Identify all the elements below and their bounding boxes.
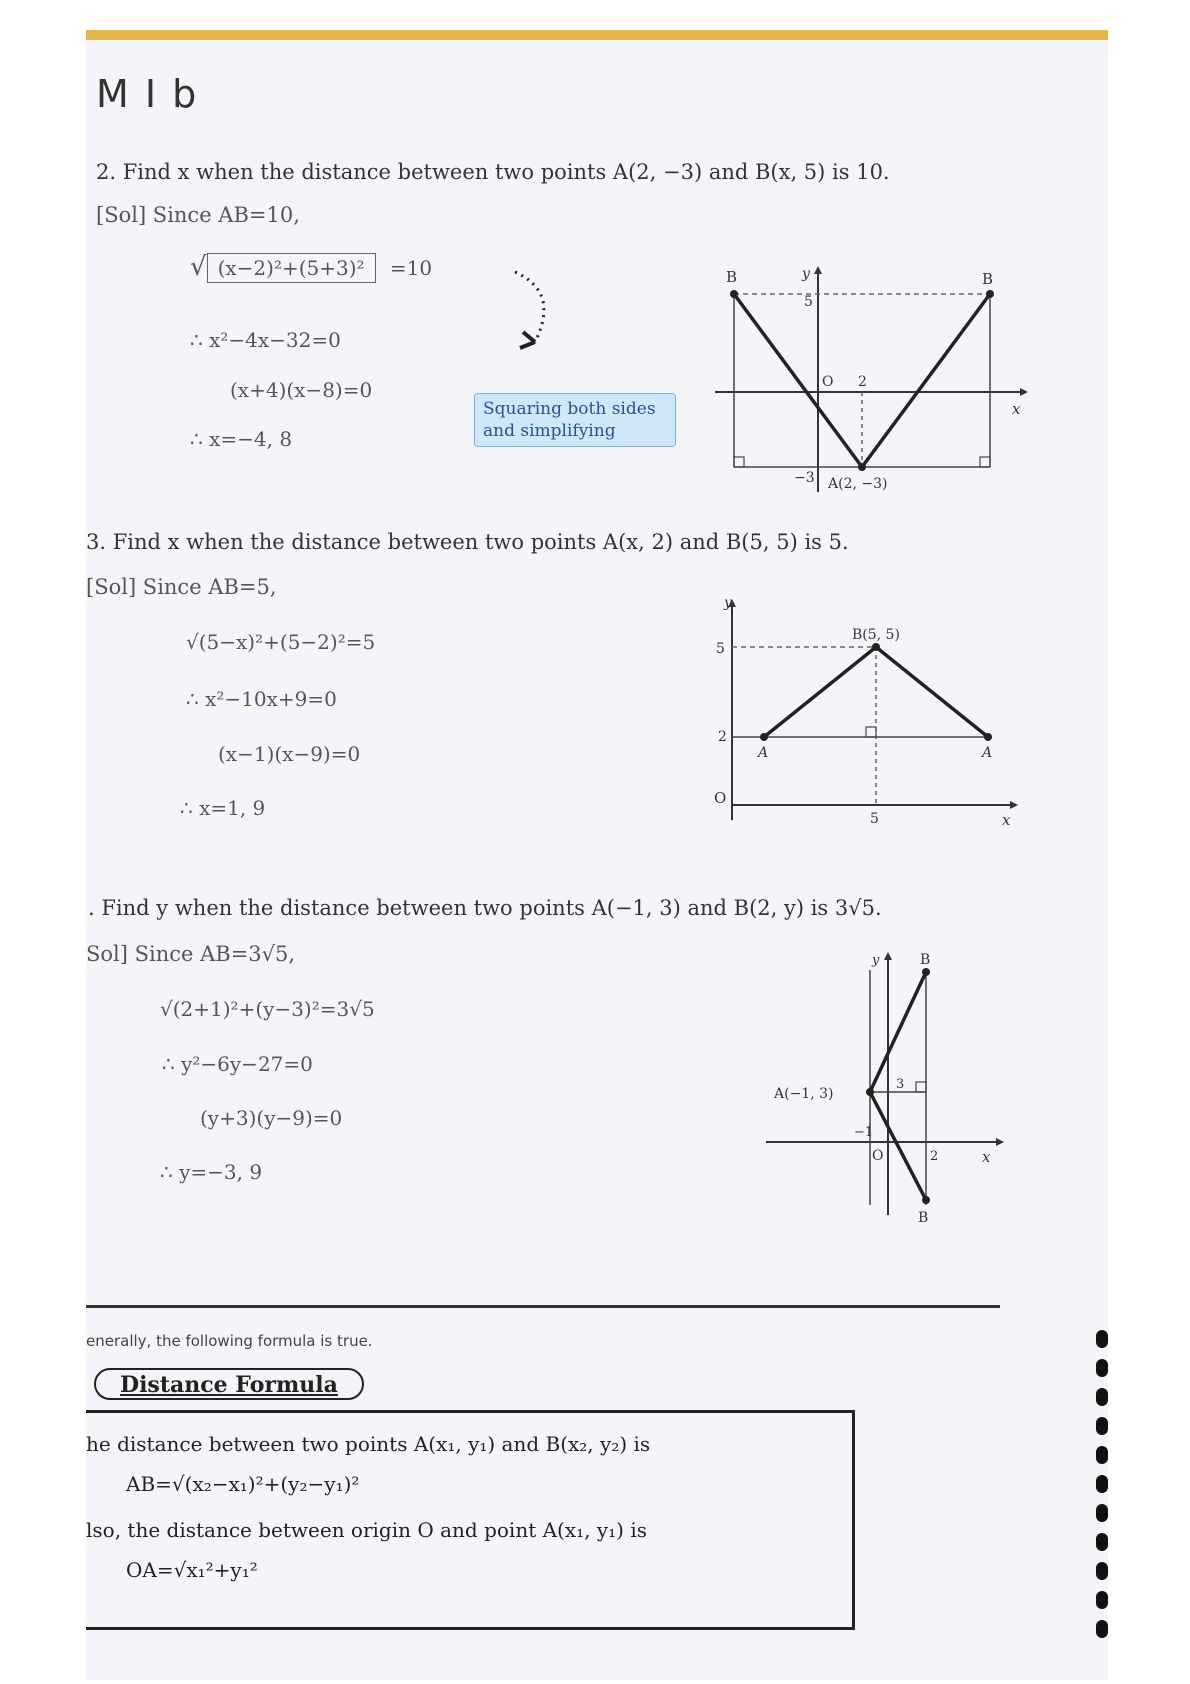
- problem3-question: 3. Find x when the distance between two points A(x, 2) and B(5, 5) is 5.: [86, 530, 849, 554]
- formula-line4: OA=√x₁²+y₁²: [126, 1558, 258, 1582]
- general-text: enerally, the following formula is true.: [86, 1332, 373, 1350]
- graph4-label-x: x: [982, 1148, 991, 1166]
- problem2-sol-label: [Sol] Since AB=10,: [96, 203, 300, 227]
- problem4-question: . Find y when the distance between two points A(−1, 3) and B(2, y) is 3√5.: [88, 896, 882, 920]
- formula-line2: AB=√(x₂−x₁)²+(y₂−y₁)²: [126, 1472, 360, 1496]
- graph2-label-5: 5: [804, 294, 813, 310]
- sqrt-symbol: √: [190, 252, 207, 282]
- graph4-label-neg1: −1: [854, 1125, 874, 1140]
- graph3-label-a-left: A: [758, 745, 769, 761]
- problem2-eq3: (x+4)(x−8)=0: [230, 378, 373, 402]
- problem3-graph: [712, 595, 1032, 825]
- graph3-label-x: x: [1002, 811, 1011, 825]
- problem3-sol-label: [Sol] Since AB=5,: [86, 575, 277, 599]
- graph3-label-2-y: 2: [718, 729, 727, 745]
- graph4-label-a: A(−1, 3): [774, 1086, 834, 1102]
- graph2-label-a: A(2, −3): [828, 476, 888, 492]
- graph2-label-neg3: −3: [794, 470, 815, 486]
- problem2-eq4: ∴ x=−4, 8: [190, 427, 293, 451]
- problem4-eq3: (y+3)(y−9)=0: [200, 1106, 343, 1130]
- distance-formula-title: Distance Formula: [94, 1368, 364, 1400]
- formula-line3: lso, the distance between origin O and point A(x₁, y₁) is: [86, 1518, 647, 1542]
- graph2-label-x: x: [1012, 400, 1021, 418]
- problem4-graph: [760, 950, 1020, 1230]
- graph3-label-5-x: 5: [870, 811, 879, 825]
- problem4-eq4: ∴ y=−3, 9: [160, 1160, 263, 1184]
- graph3-label-o: O: [714, 789, 727, 807]
- graph2-label-2: 2: [858, 374, 867, 390]
- problem3-eq1: √(5−x)²+(5−2)²=5: [186, 630, 376, 654]
- problem2-eq1-inner: (x−2)²+(5+3)²: [207, 253, 376, 283]
- graph3-label-5-y: 5: [716, 641, 725, 657]
- problem2-question: 2. Find x when the distance between two points A(2, −3) and B(x, 5) is 10.: [96, 160, 890, 184]
- formula-line1: he distance between two points A(x₁, y₁) and B(x₂, y₂) is: [86, 1432, 651, 1456]
- problem3-eq2: ∴ x²−10x+9=0: [186, 687, 337, 711]
- graph4-label-b-bottom: B: [918, 1210, 929, 1226]
- graph4-label-y: y: [872, 953, 880, 968]
- problem2-eq1: [190, 252, 432, 282]
- problem2-eq1-rhs: =10: [389, 256, 433, 280]
- graph4-label-3: 3: [896, 1077, 905, 1092]
- graph4-label-b-top: B: [920, 952, 931, 968]
- graph2-label-b-left: B: [726, 268, 738, 286]
- graph2-label-o: O: [822, 374, 834, 390]
- graph2-label-y: y: [802, 266, 810, 282]
- problem4-sol-label: Sol] Since AB=3√5,: [86, 942, 296, 966]
- problem2-graph: [710, 262, 1040, 497]
- curved-arrow-icon: [505, 262, 565, 372]
- graph2-label-b-right: B: [982, 270, 994, 288]
- spiral-binding: [1096, 1330, 1112, 1649]
- squaring-note: Squaring both sides and simplifying: [474, 393, 676, 447]
- problem4-eq1: √(2+1)²+(y−3)²=3√5: [160, 997, 375, 1021]
- graph4-label-o: O: [872, 1148, 884, 1164]
- problem2-eq2: ∴ x²−4x−32=0: [190, 328, 341, 352]
- page-title: M I b: [96, 72, 199, 116]
- problem4-eq2: ∴ y²−6y−27=0: [162, 1052, 313, 1076]
- graph4-label-2: 2: [930, 1149, 939, 1164]
- problem3-eq4: ∴ x=1, 9: [180, 796, 266, 820]
- problem3-eq3: (x−1)(x−9)=0: [218, 742, 361, 766]
- graph3-label-y: y: [724, 595, 732, 611]
- graph3-label-a-right: A: [982, 745, 993, 761]
- section-divider: [86, 1305, 1000, 1308]
- graph3-label-b: B(5, 5): [852, 627, 900, 643]
